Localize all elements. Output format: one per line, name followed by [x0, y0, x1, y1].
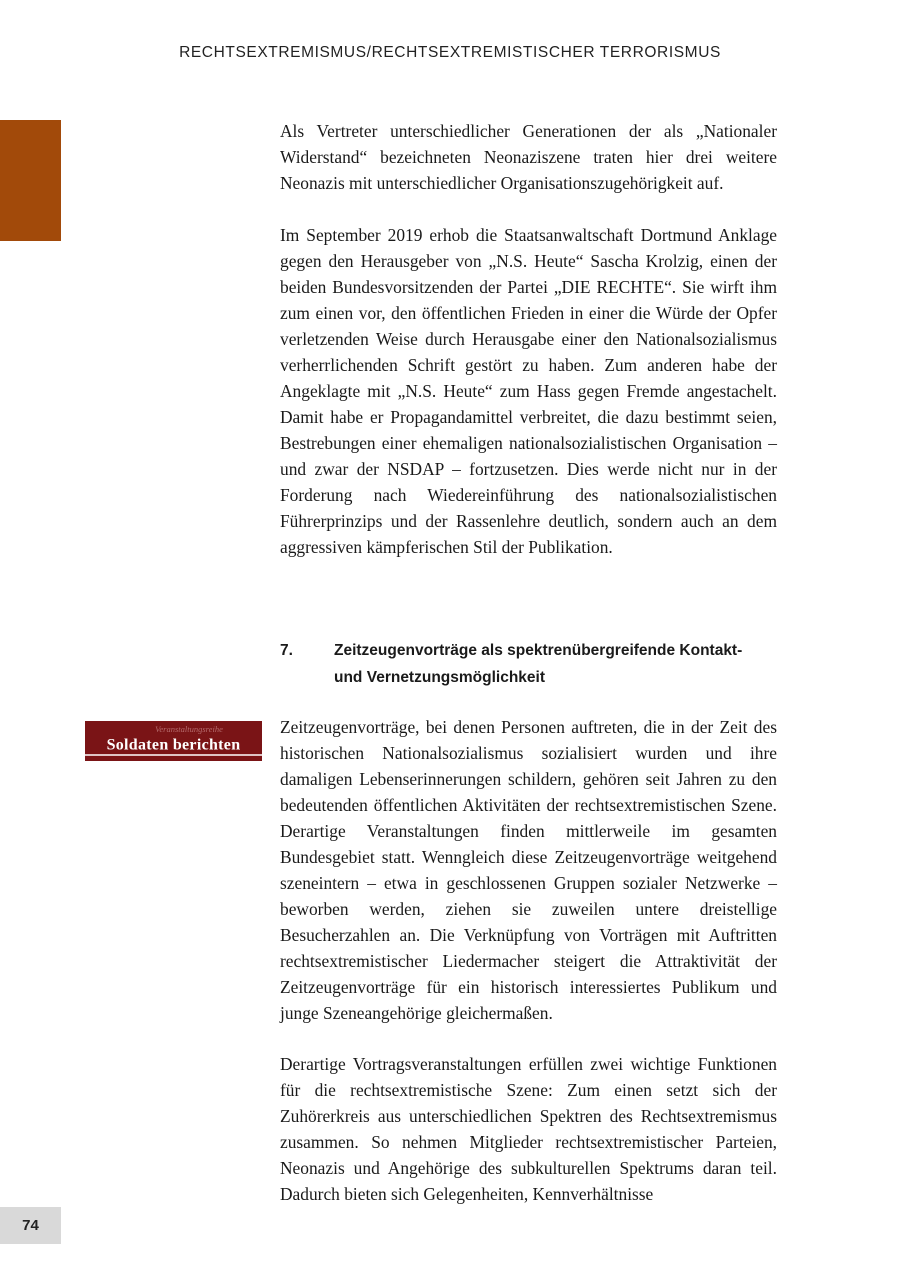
page-number: 74	[0, 1207, 61, 1244]
soldaten-berichten-logo	[85, 721, 262, 761]
paragraph: Derartige Vortragsveranstaltungen erfüllen zwei wichtige Funktionen für die rechtsextremistische Szene: Zum einen setzt sich der Zuhörerkreis aus unterschiedlichen Spektren des Rechtsextremismus zusammen. So nehmen Mitglieder rechtsextremistischer Parteien, Neonazis und Angehörige des subkulturellen Spektrums daran teil. Dadurch bieten sich Gelegenheiten, Kennverhältnisse	[280, 1054, 777, 1204]
section-number: 7.	[280, 642, 293, 659]
chapter-color-tab	[0, 120, 61, 241]
logo-main-text: Soldaten berichten	[106, 736, 241, 754]
paragraph: Als Vertreter unterschiedlicher Generationen der als „Nationaler Widerstand“ bezeichneten Neonaziszene traten hier drei weitere Neonazis mit unterschiedlicher Organisationszugehörigkeit auf.	[280, 121, 777, 193]
section-title: Zeitzeugenvorträge als spektrenübergreifende Kontakt- und Vernetzungsmöglichkeit	[334, 642, 743, 686]
logo-script-text: Veranstaltungsreihe	[155, 724, 223, 734]
paragraph: Im September 2019 erhob die Staatsanwaltschaft Dortmund Anklage gegen den Herausgeber von „N.S. Heute“ Sascha Krolzig, einen der beiden Bundesvorsitzenden der Partei „DIE RECHTE“. Sie wirft ihm zum einen vor, den öffentlichen Frieden in einer die Würde der Opfer verletzenden Weise durch Herausgabe einer den Nationalsozialismus verherrlichenden Schrift gestört zu haben. Zum anderen habe der Angeklagte mit „N.S. Heute“ zum Hass gegen Fremde angestachelt. Damit habe er Propagandamittel verbreitet, die dazu bestimmt seien, Bestrebungen einer ehemaligen nationalsozialistischen Organisation – und zwar der NSDAP – fortzusetzen. Dies werde nicht nur in der Forderung nach Wiedereinführung des nationalsozialistischen Führerprinzips und der Rassenlehre deutlich, sondern auch an dem aggressiven kämpferischen Stil der Publikation.	[280, 225, 777, 557]
paragraph: Zeitzeugenvorträge, bei denen Personen auftreten, die in der Zeit des historischen Nationalsozialismus sozialisiert wurden und ihre damaligen Lebenserinnerungen schildern, gehören seit Jahren zu den bedeutenden öffentlichen Aktivitäten der rechtsextremistischen Szene. Derartige Veranstaltungen finden mittlerweile im gesamten Bundesgebiet statt. Wenngleich diese Zeitzeugenvorträge weitgehend szeneintern – etwa in geschlossenen Gruppen sozialer Netzwerke – beworben werden, ziehen sie zuweilen untere dreistellige Besucherzahlen an. Die Verknüpfung von Vorträgen mit Auftritten rechtsextremistischer Liedermacher steigert die Attraktivität der Zeitzeugenvorträge für ein historisch interessiertes Publikum und junge Szeneangehörige gleichermaßen.	[280, 717, 777, 1023]
running-header: RECHTSEXTREMISMUS/RECHTSEXTREMISTISCHER TERRORISMUS	[179, 44, 721, 61]
